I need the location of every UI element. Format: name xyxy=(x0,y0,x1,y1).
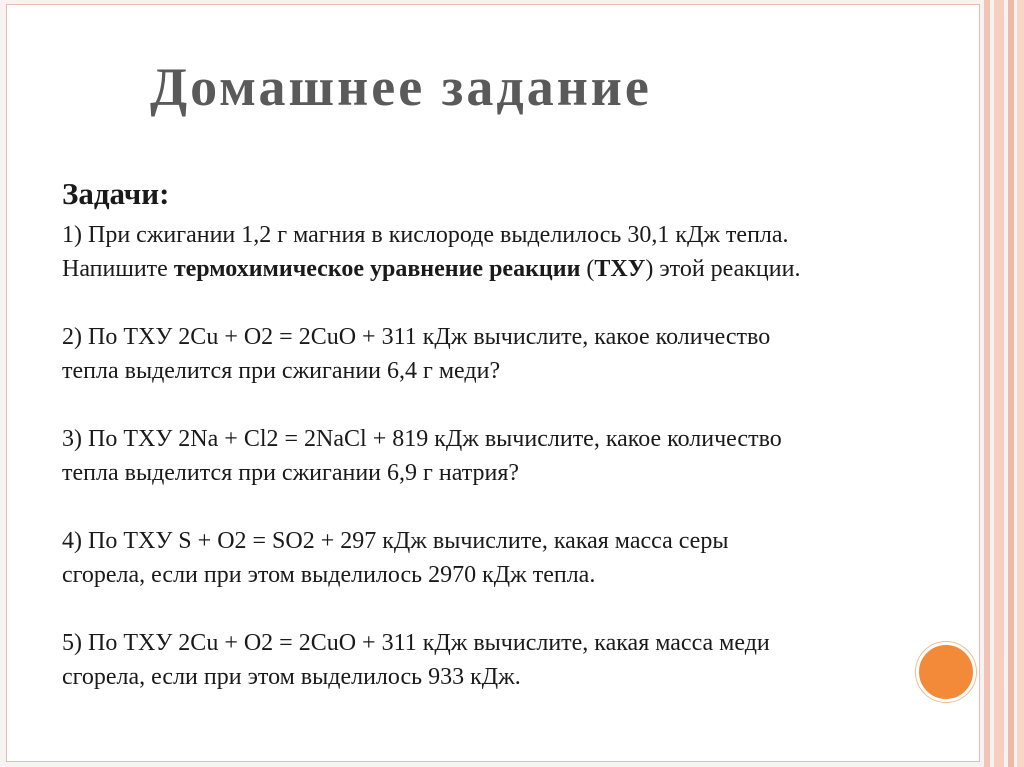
decorative-stripe xyxy=(1017,0,1024,767)
task-1 xyxy=(62,218,942,286)
task-3-line-2: тепла выделится при сжигании 6,9 г натрия? xyxy=(62,460,520,486)
decorative-stripe xyxy=(994,0,1004,767)
task-4-line-2: сгорела, если при этом выделилось 2970 кДж тепла. xyxy=(62,562,596,588)
task-1-text-mid: ( xyxy=(580,256,595,282)
task-1-line-2 xyxy=(62,252,942,286)
task-2-line-2: тепла выделится при сжигании 6,4 г меди? xyxy=(62,358,501,384)
task-1-text-post: ) этой реакции. xyxy=(645,256,801,282)
slide-title: Домашнее задание xyxy=(150,57,652,117)
task-1-line-1: 1) При сжигании 1,2 г магния в кислороде выделилось 30,1 кДж тепла. xyxy=(62,222,789,248)
slide-content xyxy=(62,174,942,728)
task-5-line-2: сгорела, если при этом выделилось 933 кДж. xyxy=(62,664,521,690)
task-1-bold-abbr: ТХУ xyxy=(594,256,646,282)
decorative-stripe xyxy=(984,0,990,767)
task-5-line-1: 5) По ТХУ 2Cu + O2 = 2CuO + 311 кДж вычислите, какая масса меди xyxy=(62,630,770,656)
task-2 xyxy=(62,320,942,388)
task-1-bold-term: термохимическое уравнение реакции xyxy=(173,256,581,282)
task-4-line-1: 4) По ТХУ S + O2 = SO2 + 297 кДж вычислите, какая масса серы xyxy=(62,528,729,554)
task-3-line-1: 3) По ТХУ 2Na + Cl2 = 2NaCl + 819 кДж вычислите, какое количество xyxy=(62,426,782,452)
task-1-text-pre: Напишите xyxy=(62,256,174,282)
decorative-stripe xyxy=(1008,0,1014,767)
task-2-line-1: 2) По ТХУ 2Cu + O2 = 2CuO + 311 кДж вычислите, какое количество xyxy=(62,324,771,350)
tasks-heading: Задачи: xyxy=(62,176,170,211)
task-5 xyxy=(62,626,942,694)
decorative-circle xyxy=(916,642,976,702)
task-4 xyxy=(62,524,942,592)
task-3 xyxy=(62,422,942,490)
